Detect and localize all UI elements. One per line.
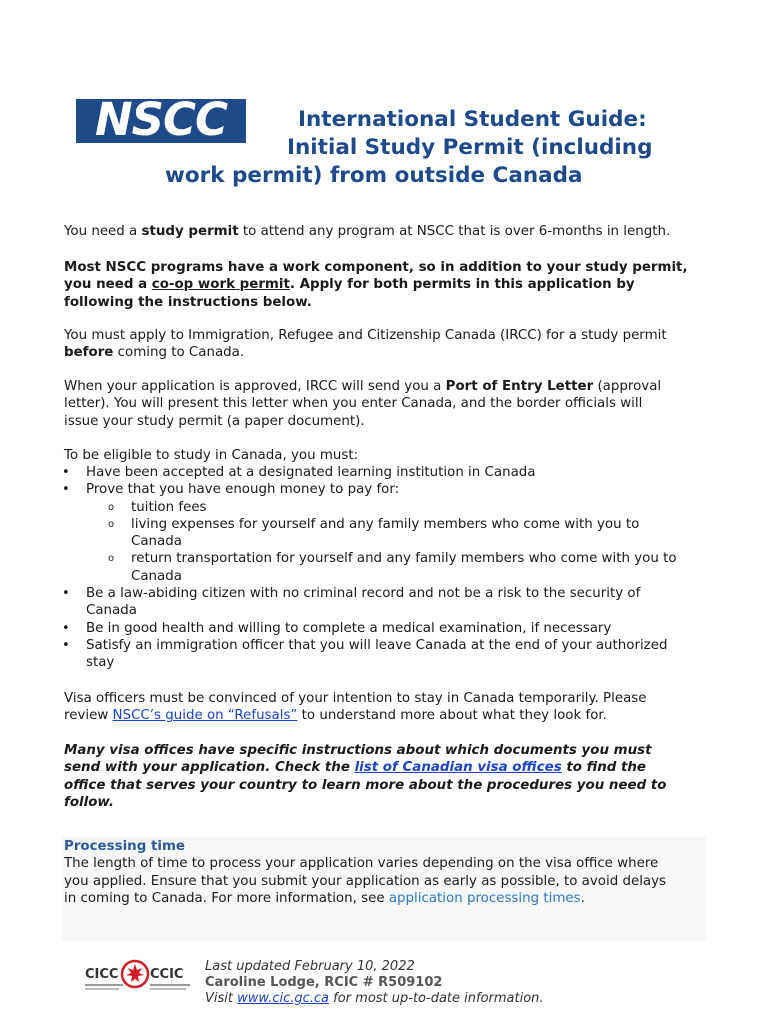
bold-text: Port of Entry Letter bbox=[445, 379, 594, 394]
title-line-3: work permit) from outside Canada bbox=[165, 163, 583, 188]
list-item bbox=[64, 585, 714, 620]
title-line-1: International Student Guide: bbox=[298, 107, 647, 132]
list-item-text: Canada bbox=[86, 603, 137, 619]
sub-list-item-text: return transportation for yourself and any family members who come with you to bbox=[131, 551, 677, 567]
bullet: • bbox=[62, 465, 70, 480]
author-credit: Caroline Lodge, RCIC # R509102 bbox=[205, 975, 443, 990]
text: issue your study permit (a paper document). bbox=[64, 413, 365, 429]
list-item bbox=[64, 481, 714, 498]
text: You must apply to Immigration, Refugee and Citizenship Canada (IRCC) for a study permit bbox=[64, 328, 667, 343]
list-item bbox=[64, 620, 714, 637]
cicc-logo-left-text: CICC bbox=[85, 967, 119, 982]
list-item-text: Prove that you have enough money to pay for: bbox=[86, 482, 400, 498]
sub-bullet: o bbox=[108, 501, 115, 513]
bold-text: study permit bbox=[141, 224, 239, 239]
sub-bullet: o bbox=[108, 518, 115, 530]
text: office that serves your country to learn more about the procedures you need to bbox=[64, 777, 667, 793]
nscc-logo-text: NSCC bbox=[94, 93, 228, 146]
list-item-text: Satisfy an immigration officer that you will leave Canada at the end of your authorized bbox=[86, 637, 668, 653]
text: to find the bbox=[561, 760, 646, 776]
text: Most NSCC programs have a work component, so in addition to your study permit, bbox=[64, 260, 688, 275]
sub-list-item bbox=[64, 499, 714, 516]
text: . bbox=[580, 890, 585, 906]
text: following the instructions below. bbox=[64, 294, 312, 310]
list-item-text: Be a law-abiding citizen with no criminal record and not be a risk to the security of bbox=[86, 586, 641, 602]
processing-line: The length of time to process your application varies depending on the visa office where bbox=[64, 856, 659, 872]
list-item bbox=[64, 464, 714, 481]
last-updated: Last updated February 10, 2022 bbox=[205, 959, 415, 974]
text: for most up-to-date information. bbox=[329, 991, 544, 1006]
processing-time-section bbox=[64, 838, 714, 907]
processing-times-link[interactable]: application processing times bbox=[388, 890, 581, 906]
list-item-text: stay bbox=[86, 655, 115, 671]
title-line-2: Initial Study Permit (including bbox=[287, 135, 653, 160]
text: Visa officers must be convinced of your intention to stay in Canada temporarily. Please bbox=[64, 691, 647, 706]
processing-time-heading: Processing time bbox=[64, 839, 185, 854]
bullet: • bbox=[62, 637, 70, 653]
text: You need a bbox=[64, 224, 142, 239]
text: Many visa offices have specific instructions about which documents you must bbox=[64, 743, 652, 758]
sub-list-item-text: Canada bbox=[131, 568, 182, 584]
text: send with your application. Check the bbox=[64, 760, 355, 776]
visit-line bbox=[205, 991, 544, 1007]
bullet: • bbox=[62, 620, 70, 636]
sub-list-item-text: tuition fees bbox=[131, 499, 207, 515]
text: (approval bbox=[593, 379, 662, 394]
intro-paragraph-1 bbox=[64, 223, 714, 240]
text: Visit bbox=[205, 991, 238, 1006]
intro-paragraph-2 bbox=[64, 259, 714, 311]
bullet: • bbox=[62, 586, 70, 602]
visa-offices-link[interactable]: list of Canadian visa offices bbox=[354, 760, 562, 776]
text: review bbox=[64, 708, 113, 724]
bullet: • bbox=[62, 482, 70, 498]
intro-paragraph-4 bbox=[64, 378, 714, 430]
sub-list-item bbox=[64, 550, 714, 585]
text: letter). You will present this letter when you enter Canada, and the border officials will bbox=[64, 396, 643, 412]
co-op-work-permit-underlined: co-op work permit bbox=[151, 277, 290, 293]
bold-text: before bbox=[64, 345, 114, 361]
cic-website-link[interactable]: www.cic.gc.ca bbox=[237, 991, 330, 1006]
text: to understand more about what they look for. bbox=[297, 708, 607, 724]
list-item bbox=[64, 637, 714, 672]
text: coming to Canada. bbox=[113, 345, 245, 361]
intro-paragraph-3 bbox=[64, 327, 714, 362]
visa-paragraph bbox=[64, 690, 714, 725]
sub-bullet: o bbox=[108, 553, 115, 565]
refusals-guide-link[interactable]: NSCC’s guide on “Refusals” bbox=[112, 708, 298, 724]
nscc-logo bbox=[76, 93, 246, 146]
eligibility-lead: To be eligible to study in Canada, you must: bbox=[64, 448, 359, 463]
text: in coming to Canada. For more information, see bbox=[64, 890, 389, 906]
sub-list-item-text: living expenses for yourself and any family members who come with you to bbox=[131, 516, 640, 532]
cicc-logo bbox=[84, 958, 196, 996]
list-item-text: Be in good health and willing to complete a medical examination, if necessary bbox=[86, 620, 612, 636]
text: follow. bbox=[64, 794, 115, 810]
text: When your application is approved, IRCC will send you a bbox=[64, 379, 446, 394]
sub-list-item bbox=[64, 516, 714, 551]
eligibility-list bbox=[64, 464, 714, 672]
text: to attend any program at NSCC that is over 6-months in length. bbox=[238, 224, 671, 239]
text: you need a bbox=[64, 277, 152, 293]
processing-line: you applied. Ensure that you submit your application as early as possible, to avoid delays bbox=[64, 873, 667, 889]
cicc-logo-right-text: CCIC bbox=[150, 967, 184, 982]
list-item-text: Have been accepted at a designated learning institution in Canada bbox=[86, 465, 536, 480]
visa-offices-paragraph bbox=[64, 742, 714, 811]
sub-list-item-text: Canada bbox=[131, 534, 182, 550]
processing-line bbox=[64, 890, 714, 907]
text: . Apply for both permits in this application by bbox=[289, 277, 635, 293]
